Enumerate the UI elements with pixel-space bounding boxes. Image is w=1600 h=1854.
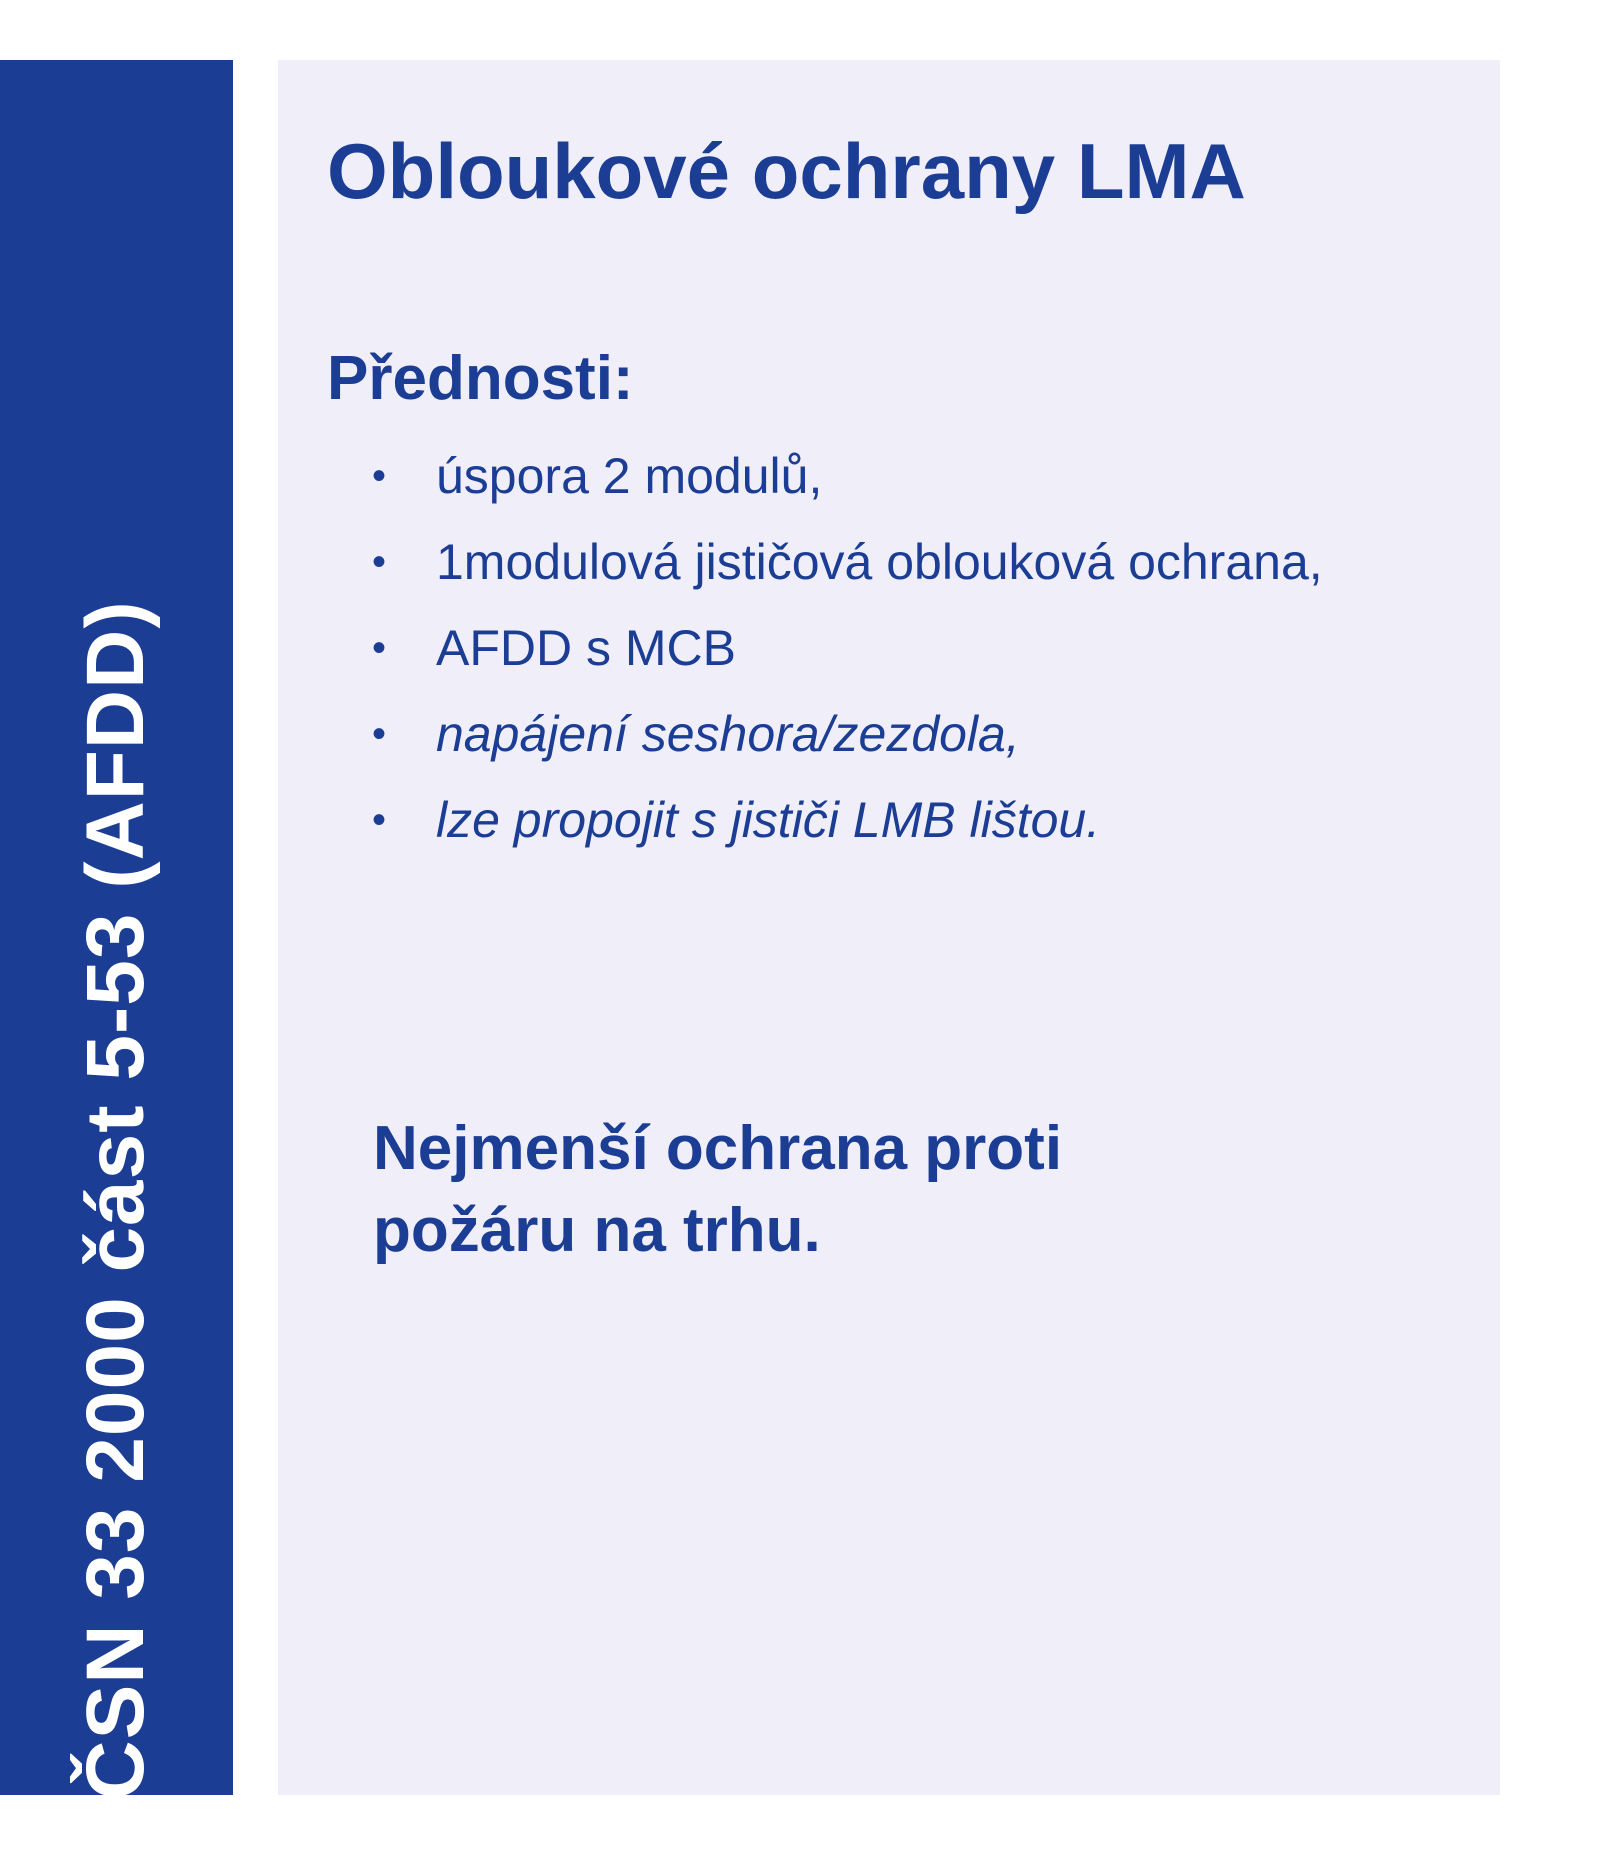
content-panel [278, 60, 1500, 1795]
list-item: • úspora 2 modulů, [327, 443, 1327, 509]
side-bar [0, 60, 233, 1800]
list-item: • 1modulová jističová oblouková ochrana, [327, 529, 1327, 595]
advantages-heading: Přednosti: [327, 344, 634, 413]
tagline: Nejmenší ochrana proti požáru na trhu. [373, 1114, 1063, 1265]
slide-title: Obloukové ochrany LMA [327, 127, 1246, 215]
standard-label: ČSN 33 2000 část 5-53 (AFDD) [70, 600, 161, 1800]
list-item: • lze propojit s jističi LMB lištou. [327, 787, 1327, 853]
list-item: • AFDD s MCB [327, 615, 1327, 681]
advantages-list [327, 443, 1327, 873]
list-item: • napájení seshora/zezdola, [327, 701, 1327, 767]
